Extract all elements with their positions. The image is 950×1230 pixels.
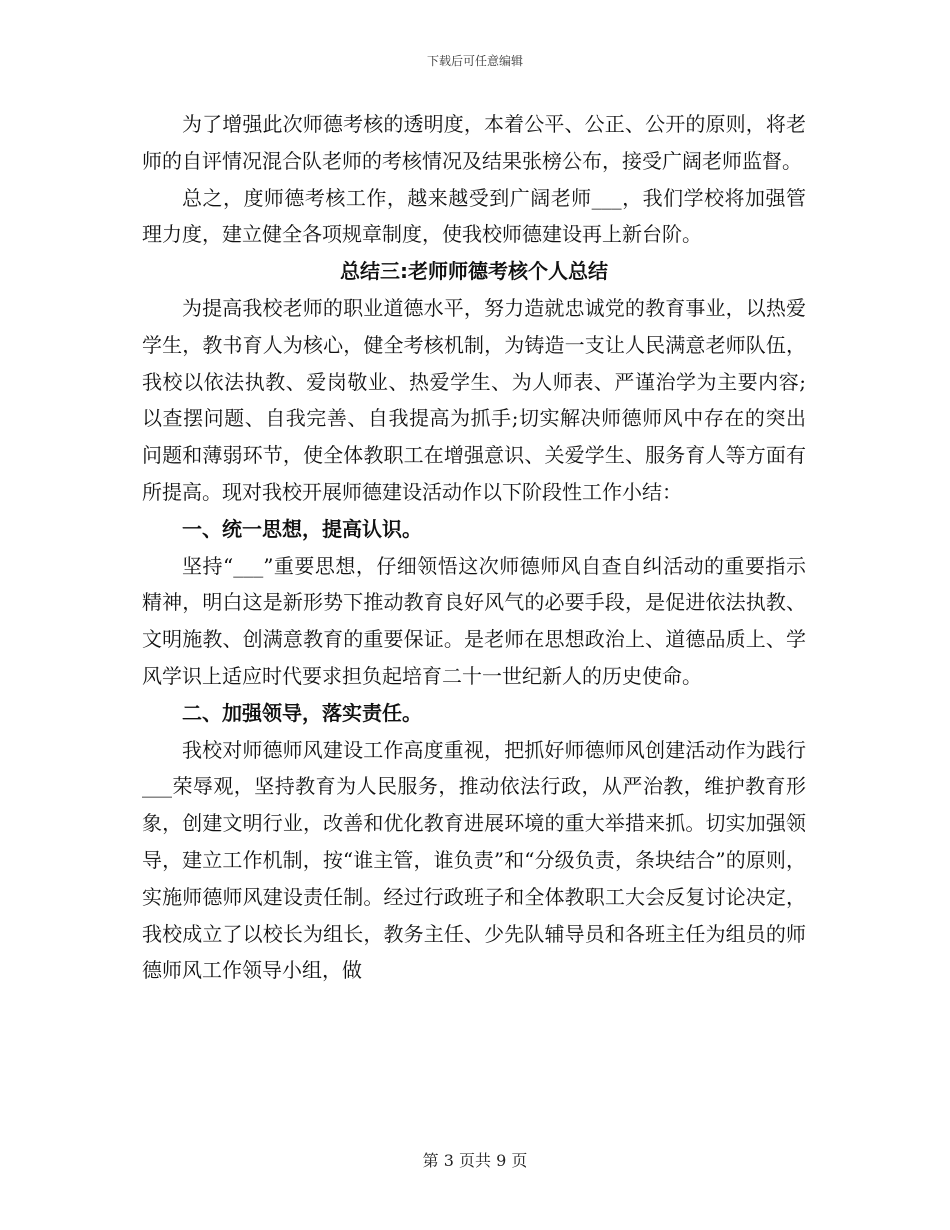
section-title: 总结三:老师师德考核个人总结: [340, 259, 608, 284]
paragraph-conclusion: 总之，度师德考核工作，越来越受到广阔老师___，我们学校将加强管理力度，建立健全各项规章制度，使我校师德建设再上新台阶。: [142, 185, 806, 247]
page-header: 下载后可任意编辑: [426, 54, 523, 68]
document-body: [142, 106, 806, 989]
paragraph-transparency: 为了增强此次师德考核的透明度，本着公平、公正、公开的原则，将老师的自评情况混合队老师的考核情况及结果张榜公布，接受广阔老师监督。: [142, 112, 806, 173]
paragraph-strengthen-leadership: 我校对师德师风建设工作高度重视，把抓好师德师风创建活动作为践行___荣辱观，坚持教育为人民服务，推动依法行政，从严治教，维护教育形象，创建文明行业，改善和优化教育进展环境的重大举措来抓。切实加强领导，建立工作机制，按“谁主管，谁负责”和“分级负责，条块结合”的原则，实施师德师风建设责任制。经过行政班子和全体教职工大会反复讨论决定，我校成立了以校长为组长，教务主任、少先队辅导员和各班主任为组员的师德师风工作领导小组，做: [142, 737, 806, 983]
paragraph-unify-thinking: 坚持“___”重要思想，仔细领悟这次师德师风自查自纠活动的重要指示精神，明白这是新形势下推动教育良好风气的必要手段，是促进依法执教、文明施教、创满意教育的重要保证。是老师在思想政治上、道德品质上、学风学识上适应时代要求担负起培育二十一世纪新人的历史使命。: [142, 553, 806, 688]
heading-strengthen-leadership: 二、加强领导，落实责任。: [182, 700, 422, 725]
page-number: 第 3 页共 9 页: [422, 1151, 528, 1170]
paragraph-intro: 为提高我校老师的职业道德水平，努力造就忠诚党的教育事业，以热爱学生，教书育人为核心，健全考核机制，为铸造一支让人民满意老师队伍，我校以依法执教、爱岗敬业、热爱学生、为人师表、严谨治学为主要内容;以查摆问题、自我完善、自我提高为抓手;切实解决师德师风中存在的突出问题和薄弱环节，使全体教职工在增强意识、关爱学生、服务育人等方面有所提高。现对我校开展师德建设活动作以下阶段性工作小结：: [142, 295, 806, 504]
heading-unify-thinking: 一、统一思想，提高认识。: [182, 516, 422, 541]
